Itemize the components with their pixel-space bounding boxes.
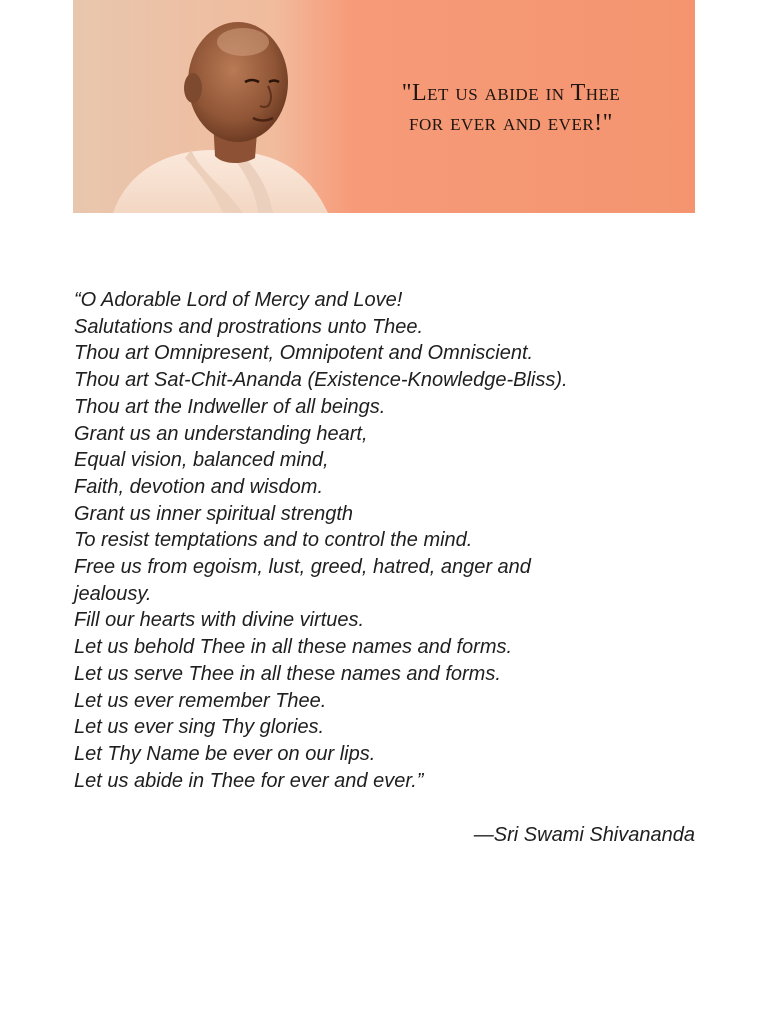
prayer-line: Let us ever sing Thy glories. [74,716,325,739]
prayer-line: Salutations and prostrations unto Thee. [74,315,424,338]
prayer-line: Fill our hearts with divine virtues. [74,609,365,632]
prayer-line: To resist temptations and to control the mind. [74,529,473,552]
prayer-line: “O Adorable Lord of Mercy and Love! [74,289,403,311]
prayer-line: Thou art Sat-Chit-Ananda (Existence-Knowledge-Bliss). [74,369,568,392]
prayer-line: Let us serve Thee in all these names and forms. [74,662,501,685]
banner-quote-line-1: "Let us abide in Thee [401,80,621,106]
prayer-line: Let Thy Name be ever on our lips. [74,742,376,765]
prayer-line: Equal vision, balanced mind, [74,449,329,472]
prayer-line: jealousy. [74,582,152,605]
prayer-line: Thou art Omnipresent, Omnipotent and Omniscient. [74,342,534,365]
attribution: —Sri Swami Shivananda [473,824,695,846]
prayer-line: Faith, devotion and wisdom. [74,475,324,498]
swami-portrait [73,0,363,213]
banner-quote-line-2: for ever and ever!" [409,110,613,136]
prayer-line: Let us ever remember Thee. [74,689,327,712]
prayer-text [74,287,674,794]
prayer-line: Grant us inner spiritual strength [74,502,354,525]
header-banner [73,0,695,213]
prayer-line: Thou art the Indweller of all beings. [74,395,386,418]
prayer-line: Let us abide in Thee for ever and ever.” [74,769,424,792]
prayer-line: Let us behold Thee in all these names and forms. [74,636,513,659]
banner-quote [341,78,681,138]
prayer-line: Free us from egoism, lust, greed, hatred, anger and [74,556,531,579]
prayer-line: Grant us an understanding heart, [74,422,368,445]
